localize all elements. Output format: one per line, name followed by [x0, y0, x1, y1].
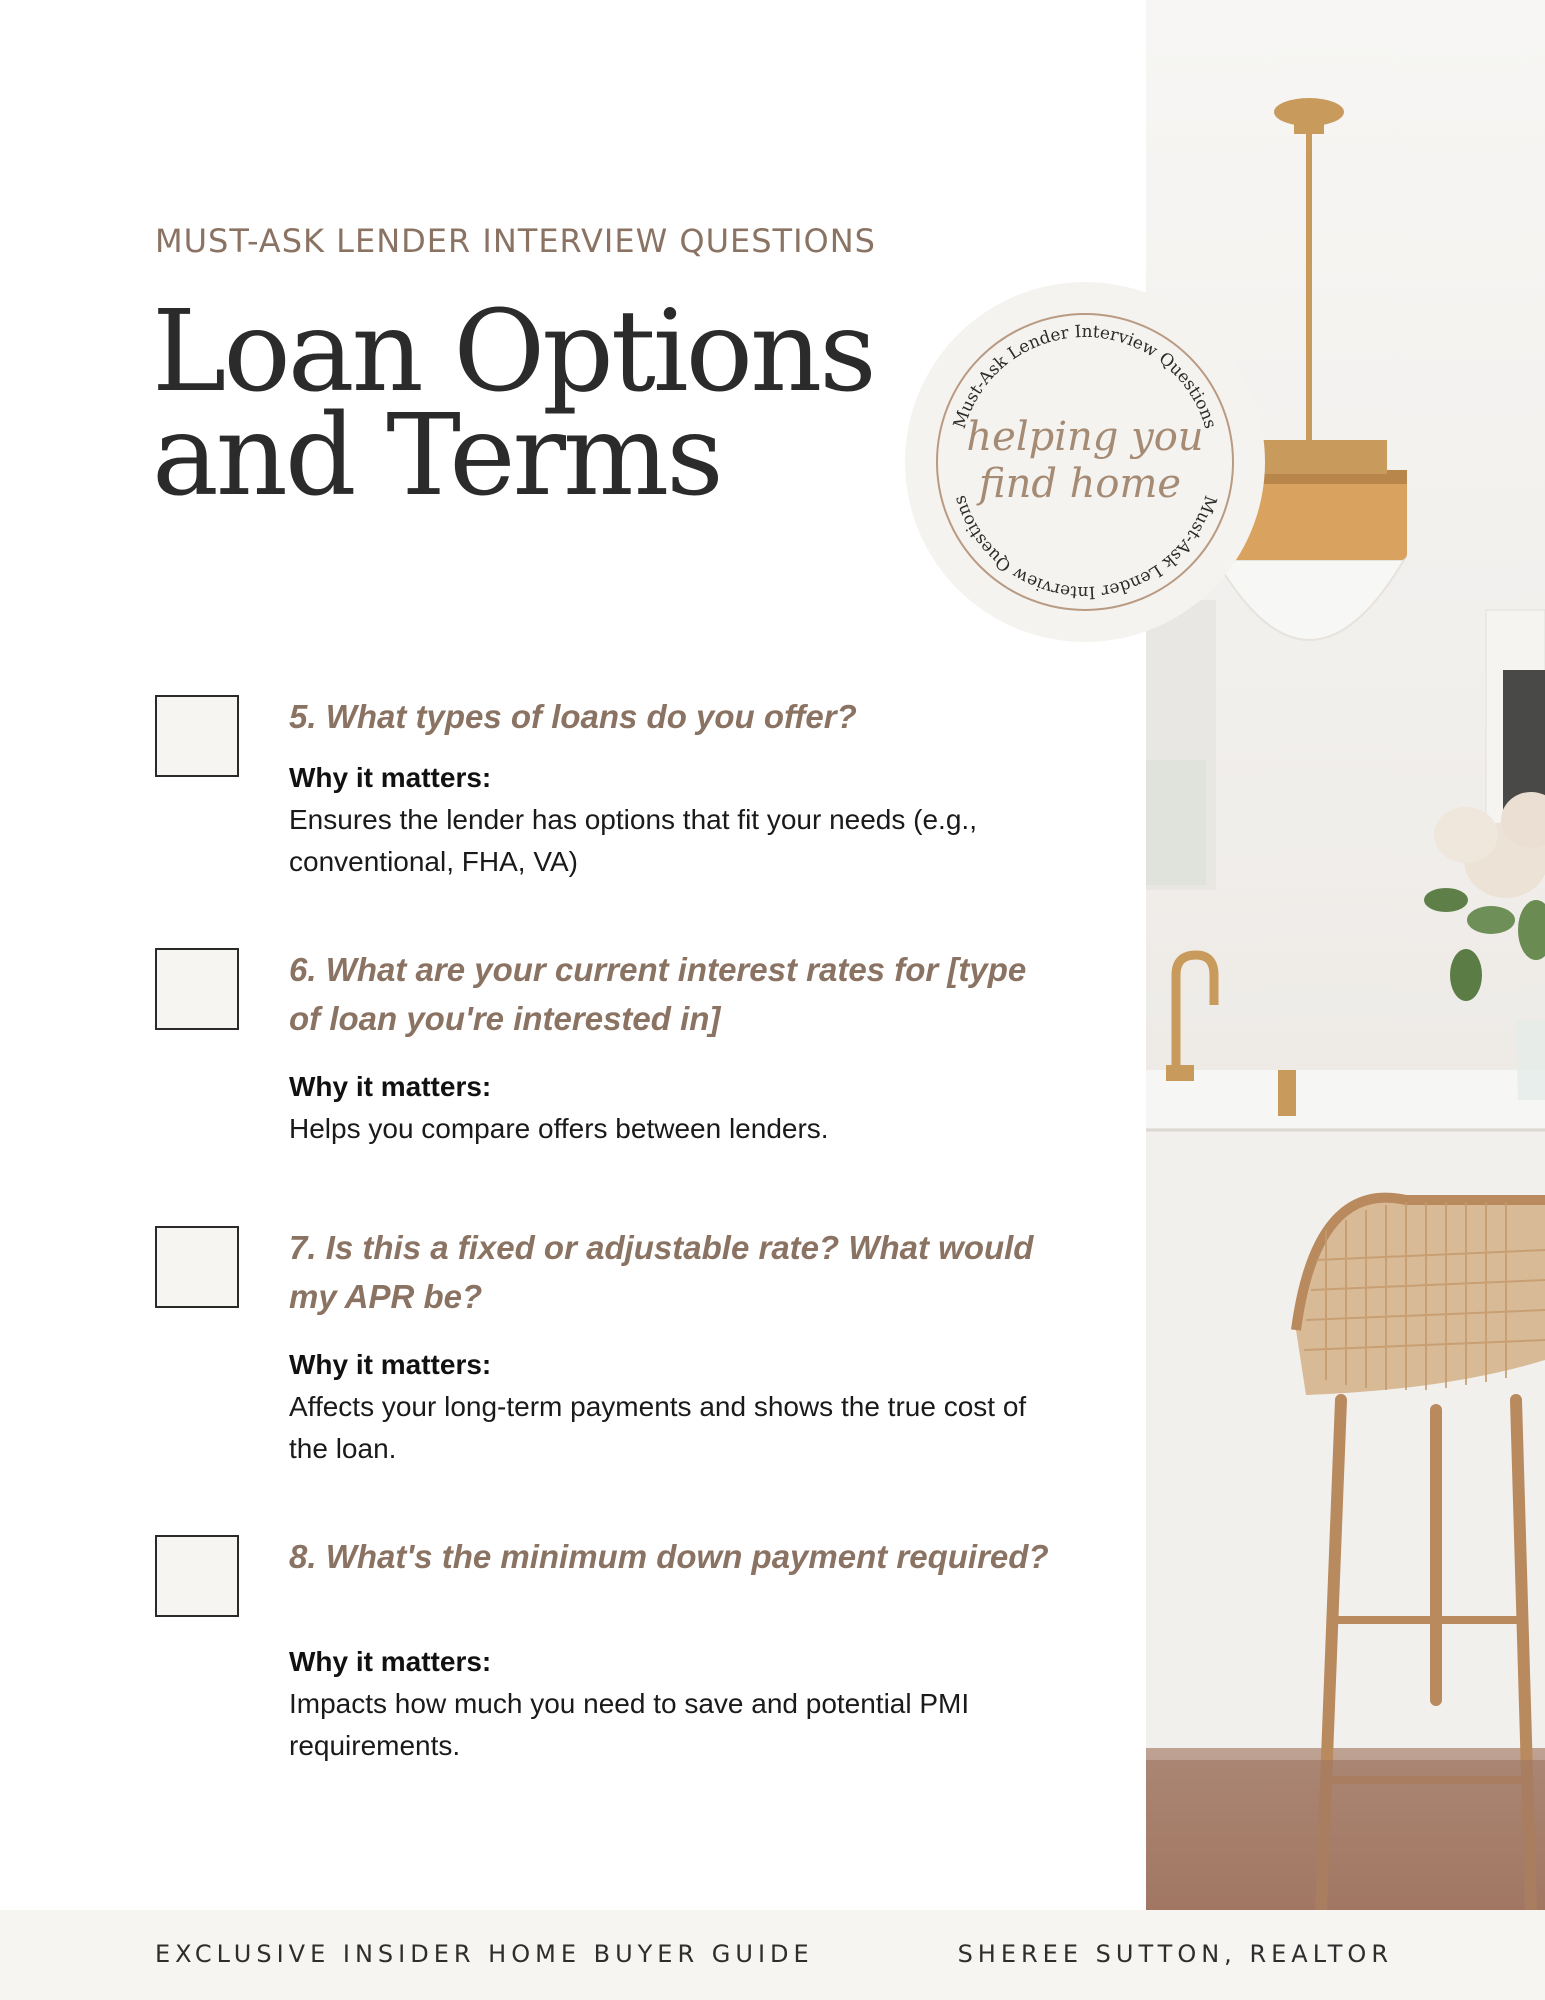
question-5-why-label: Why it matters:	[289, 762, 492, 793]
question-5-text: 5. What types of loans do you offer?	[289, 698, 857, 735]
page-title	[152, 287, 874, 521]
footer-bar	[0, 1910, 1545, 2000]
question-7-text: 7. Is this a fixed or adjustable rate? What would my APR be?	[289, 1229, 1034, 1315]
question-6-checkbox[interactable]	[155, 948, 239, 1030]
seal-ring-text-top: Must-Ask Lender Interview Questions	[949, 321, 1221, 432]
title-line-1: Loan Options	[152, 287, 874, 417]
footer-author: SHEREE SUTTON, REALTOR	[957, 1940, 1393, 1968]
seal-script-line-2: find home	[978, 461, 1182, 507]
question-8-text: 8. What's the minimum down payment required?	[289, 1538, 1049, 1575]
question-8-why-label: Why it matters:	[289, 1646, 492, 1677]
seal-script-line-1: helping you	[966, 414, 1204, 460]
footer-guide-title: EXCLUSIVE INSIDER HOME BUYER GUIDE	[155, 1940, 814, 1968]
seal-badge	[905, 282, 1265, 642]
question-5-checkbox[interactable]	[155, 695, 239, 777]
title-line-2: and Terms	[152, 391, 721, 521]
eyebrow-heading: MUST-ASK LENDER INTERVIEW QUESTIONS	[155, 222, 876, 260]
question-7-why-label: Why it matters:	[289, 1349, 492, 1380]
question-7-why-text: Affects your long-term payments and shows the true cost of the loan.	[289, 1391, 1027, 1464]
question-8-checkbox[interactable]	[155, 1535, 239, 1617]
question-7-checkbox[interactable]	[155, 1226, 239, 1308]
seal-ring-text-bottom: Must-Ask Lender Interview Questions	[949, 492, 1221, 603]
question-6-why-text: Helps you compare offers between lenders.	[289, 1113, 829, 1144]
question-6-text: 6. What are your current interest rates for [type of loan you're interested in]	[289, 951, 1027, 1037]
question-6-why-label: Why it matters:	[289, 1071, 492, 1102]
question-8-why-text: Impacts how much you need to save and potential PMI requirements.	[289, 1688, 970, 1761]
question-5-why-text: Ensures the lender has options that fit your needs (e.g., conventional, FHA, VA)	[289, 804, 977, 877]
